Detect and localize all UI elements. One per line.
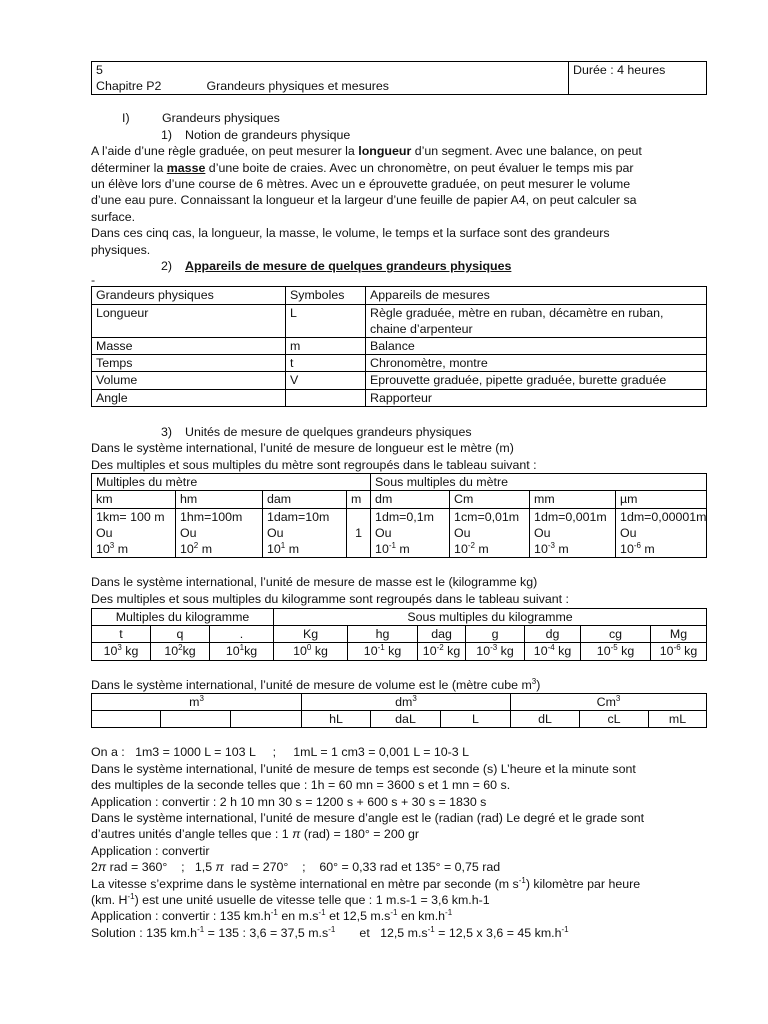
metre-intro: Dans le système international, l’unité de mesure de longueur est le mètre (m) <box>91 441 514 456</box>
sub1-num: 1) <box>161 127 173 142</box>
subsection-2-heading <box>91 258 707 274</box>
chapter-number: 5 <box>96 63 103 77</box>
table-row: Masse m Balance <box>92 338 707 355</box>
kg-submultiples-header: Sous multiples du kilogramme <box>274 608 707 625</box>
col-header: Symboles <box>286 287 366 304</box>
metre-intro-2: Des multiples et sous multiples du mètre sont regroupés dans le tableau suivant : <box>91 457 537 472</box>
instruments-table <box>91 286 707 406</box>
paragraph-1: A l’aide d’une règle graduée, on peut mesurer la longueur d’un segment. Avec une balance, on peut déterminer la masse d’une boite de craies. Avec un chronomètre, on peut évaluer le temps mis par un élève lors d’une course de 6 mètres. Avec un e éprouvette graduée, on peut mesurer le volume d’une eau pure. Connaissant la longueur et la largeur d’une feuille de papier A4, on peut calculer sa surface. <box>91 144 642 224</box>
table-row: Volume V Eprouvette graduée, pipette graduée, burette graduée <box>92 372 707 389</box>
document-page <box>91 61 707 941</box>
col-header: Appareils de mesures <box>366 287 707 304</box>
col-header: Grandeurs physiques <box>92 287 286 304</box>
table-row: Angle Rapporteur <box>92 389 707 406</box>
header-table <box>91 61 707 95</box>
sub2-title: Appareils de mesure de quelques grandeurs physiques <box>185 259 512 274</box>
section-heading <box>91 110 707 126</box>
kilogram-table <box>91 608 707 661</box>
duration-cell <box>569 62 707 95</box>
kg-multiples-header: Multiples du kilogramme <box>92 608 274 625</box>
sub3-title: Unités de mesure de quelques grandeurs physiques <box>185 424 472 439</box>
chapter-label: Chapitre P2 <box>96 79 162 94</box>
dash-mark: - <box>91 273 96 288</box>
subsection-3-heading <box>91 424 707 440</box>
subsection-1-heading <box>91 127 707 143</box>
sub2-num: 2) <box>161 259 173 274</box>
masse-intro: Dans le système international, l’unité de mesure de masse est le (kilogramme kg) <box>91 575 538 590</box>
kg-unit-row: t q . Kg hg dag g dg cg Mg <box>92 626 707 643</box>
table-header-row <box>92 287 707 304</box>
equivalence-row: 1km= 100 m Ou $10^3$ m 1hm=100m Ou $10^2$ m 1dam=10m Ou $10^1$ m 1 1dm=0,1m Ou $10^{-1}$ m 1cm=0,01m Ou $10^{-2}$ m 1dm=0,001m Ou $10^{-3}$ m 1dm=0,00001m Ou $10^{-6}$ m <box>92 508 707 558</box>
final-section: On a : 1m3 = 1000 L = 103 L ; 1mL = 1 cm3 = 0,001 L = 10-3 L Dans le système international, l’unité de mesure de temps est seconde (s) L’heure et la minute sont des multiples de la seconde telles que : 1h = 60 mn = 3600 s et 1 mn = 60 s. Application : convertir : 2 h 10 mn 30 s = 1200 s + 600 s + 30 s = 1830 s Dans le système international, l’unité de mesure d’angle est le (radian (rad) Le degré et le grade sont d’autres unités d’angle telles que : 1 π (rad) = 180° = 200 gr Application : convertir 2π rad = 360° ; 1,5 π rad = 270° ; 60° = 0,33 rad et 135° = 0,75 rad La vitesse s’exprime dans le système international en mètre par seconde (m $s^{-1}$) kilomètre par heure (km. $H^{-1}$) est une unité usuelle de vitesse telle que : 1 m.s-1 = 3,6 km.h-1 Application : convertir : 135 $km.h^{-1}$ en $m.s^{-1}$ et 12,5 $m.s^{-1}$ en $km.h^{-1}$ Solution : 135 $km.h^{-1} = 135$ : 3,6 = 37,5 $m.s^{-1}$ et 12,5 $m.s^{-1} = 12,5$ x 3,6 = 45 $km.h^{-1}$ <box>91 745 645 940</box>
volume-table: $m^3$ $dm^3$ Cm$^3$ hL daL L dL cL mL <box>91 693 707 728</box>
submultiples-header: Sous multiples du mètre <box>371 474 707 491</box>
volume-intro: Dans le système international, l’unité de mesure de volume est le (mètre cube $m^3$) <box>91 676 541 692</box>
masse-intro-2: Des multiples et sous multiples du kilogramme sont regroupés dans le tableau suivant : <box>91 591 569 606</box>
paragraph-2: Dans ces cinq cas, la longueur, la masse, le volume, le temps et la surface sont des grandeurs physiques. <box>91 226 610 257</box>
kg-power-row: $10^3$ kg $10^2kg$ $10^1kg$ $10^0$ kg $10^{-1}$ kg $10^{-2}$ kg $10^{-3}$ kg $10^{-4}$ kg $10^{-5}$ kg $10^{-6}$ kg <box>92 643 707 660</box>
roman-numeral: I) <box>122 111 130 126</box>
volume-unit-row: hL daL L dL cL mL <box>92 711 707 728</box>
chapter-title: Grandeurs physiques et mesures <box>206 79 389 94</box>
sub1-title: Notion de grandeurs physique <box>185 127 351 142</box>
header-left-cell <box>92 62 569 95</box>
section-title: Grandeurs physiques <box>162 111 280 126</box>
unit-row: km hm dam m dm Cm mm µm <box>92 491 707 508</box>
duration: Durée : 4 heures <box>573 63 666 77</box>
metre-table <box>91 473 707 558</box>
sub3-num: 3) <box>161 424 173 439</box>
table-row: Temps t Chronomètre, montre <box>92 355 707 372</box>
multiples-header: Multiples du mètre <box>92 474 371 491</box>
table-row: Longueur L Règle graduée, mètre en ruban, décamètre en ruban, chaine d’arpenteur <box>92 304 707 337</box>
